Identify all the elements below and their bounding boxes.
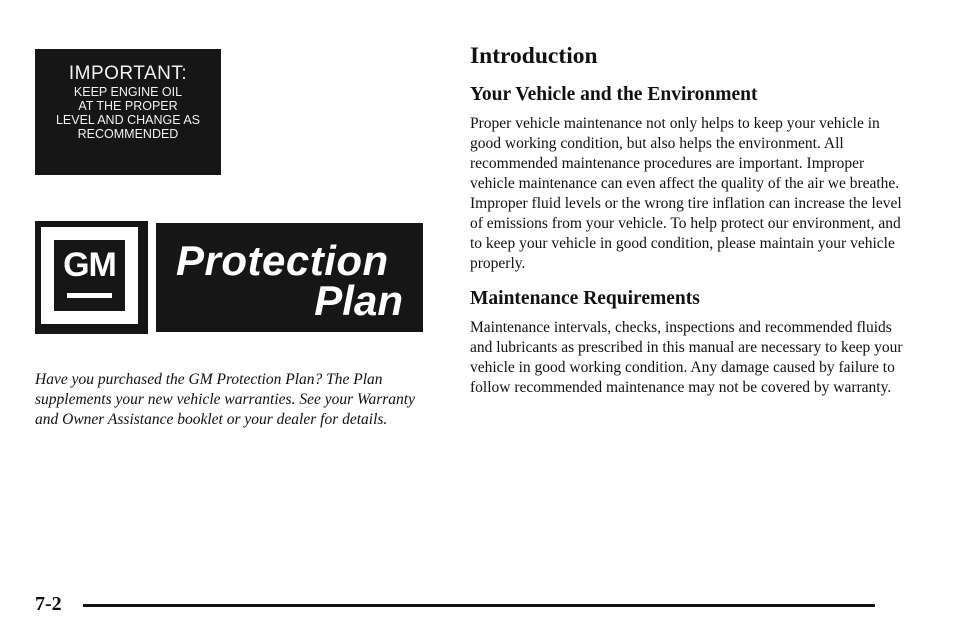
gm-logo [35,221,148,334]
notice-line: KEEP ENGINE OIL [73,85,183,99]
protection-plan-logo [156,223,423,332]
protection-plan-caption: Have you purchased the GM Protection Plan? The Plan supplements your new vehicle warranties. See your Warranty and Owner Assistance booklet or your dealer for details. [35,371,415,428]
section-heading-environment: Your Vehicle and the Environment [470,84,758,105]
section-body-environment: Proper vehicle maintenance not only helps to keep your vehicle in good working condition, but also helps the environment. All recommended maintenance procedures are important. Improper vehicle maintenance can even affect the quality of the air we breathe. Improper fluid levels or the wrong tire inflation can increase the level of emissions from your vehicle. To help protect our environment, and to keep your vehicle in good condition, please maintain your vehicle properly. [470,115,902,272]
notice-line: AT THE PROPER [78,99,178,113]
notice-line: RECOMMENDED [77,127,179,141]
protection-plan-word2: Plan [314,277,403,324]
gm-logo-letters: GM [63,246,116,284]
protection-plan-word1: Protection [176,237,389,284]
section-body-maintenance: Maintenance intervals, checks, inspections and recommended fluids and lubricants as prescribed in this manual are necessary to keep your vehicle in good working condition. Any damage caused by failure to follow recommended maintenance may not be covered by warranty. [470,319,903,396]
notice-title: IMPORTANT: [68,63,188,84]
important-oil-notice [35,49,221,175]
page-title: Introduction [470,43,598,69]
introduction-column [470,40,910,398]
page-number: 7-2 [35,593,62,615]
section-heading-maintenance: Maintenance Requirements [470,288,700,309]
notice-line: LEVEL AND CHANGE AS [55,113,201,127]
footer-rule [83,604,875,607]
